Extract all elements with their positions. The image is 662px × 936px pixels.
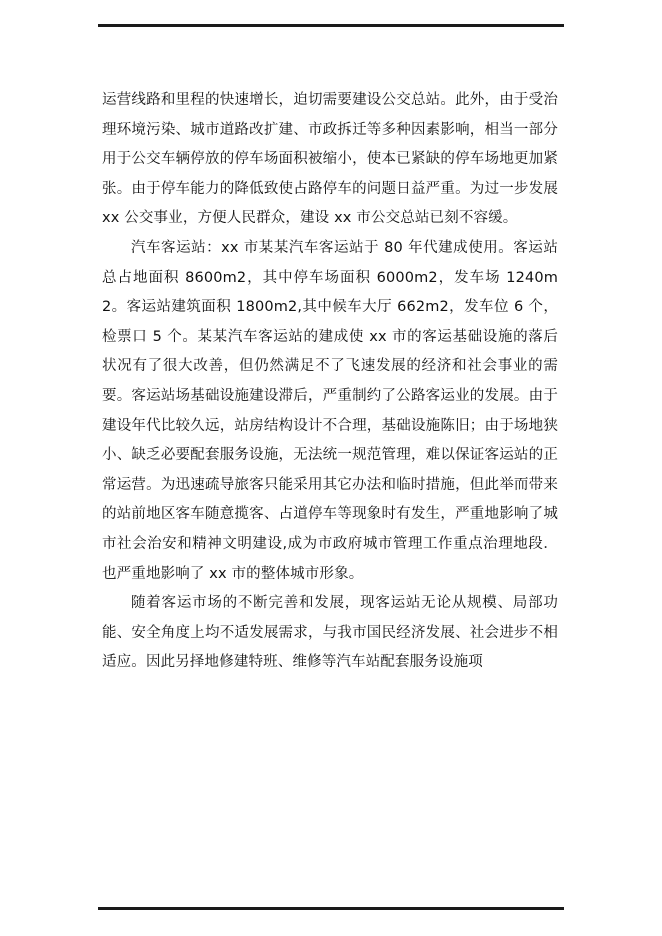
paragraph-market-development: 随着客运市场的不断完善和发展，现客运站无论从规模、局部功能、安全角度上均不适发展需求，与我市国民经济发展、社会进步不相适应。因此另择地修建特班、维修等汽车站配套服务设施项 (102, 595, 558, 671)
header-rule (98, 24, 564, 27)
footer-rule (98, 907, 564, 910)
document-body (102, 86, 558, 678)
paragraph-passenger-station: 汽车客运站：xx 市某某汽车客运站于 80 年代建成使用。客运站总占地面积 8600m2，其中停车场面积 6000m2，发车场 1240m2。客运站建筑面积 1800m2,其中候车大厅 662m2，发车位 6 个，检票口 5 个。某某汽车客运站的建成使 xx 市的客运基础设施的落后状况有了很大改善，但仍然满足不了飞速发展的经济和社会事业的需要。客运站场基础设施建设滞后，严重制约了公路客运业的发展。由于建设年代比较久远，站房结构设计不合理，基础设施陈旧；由于场地狭小、缺乏必要配套服务设施，无法统一规范管理，难以保证客运站的正常运营。为迅速疏导旅客只能采用其它办法和临时措施，但此举而带来的站前地区客车随意揽客、占道停车等现象时有发生，严重地影响了城市社会治安和精神文明建设,成为市政府城市管理工作重点治理地段．也严重地影响了 xx 市的整体城市形象。 (102, 239, 558, 582)
paragraph-bus-terminal: 运营线路和里程的快速增长，迫切需要建设公交总站。此外，由于受治理环境污染、城市道路改扩建、市政拆迁等多种因素影响，相当一部分用于公交车辆停放的停车场面积被缩小，使本已紧缺的停车场地更加紧张。由于停车能力的降低致使占路停车的问题日益严重。为过一步发展 xx 公交事业，方便人民群众，建设 xx 市公交总站已刻不容缓。 (102, 92, 558, 227)
